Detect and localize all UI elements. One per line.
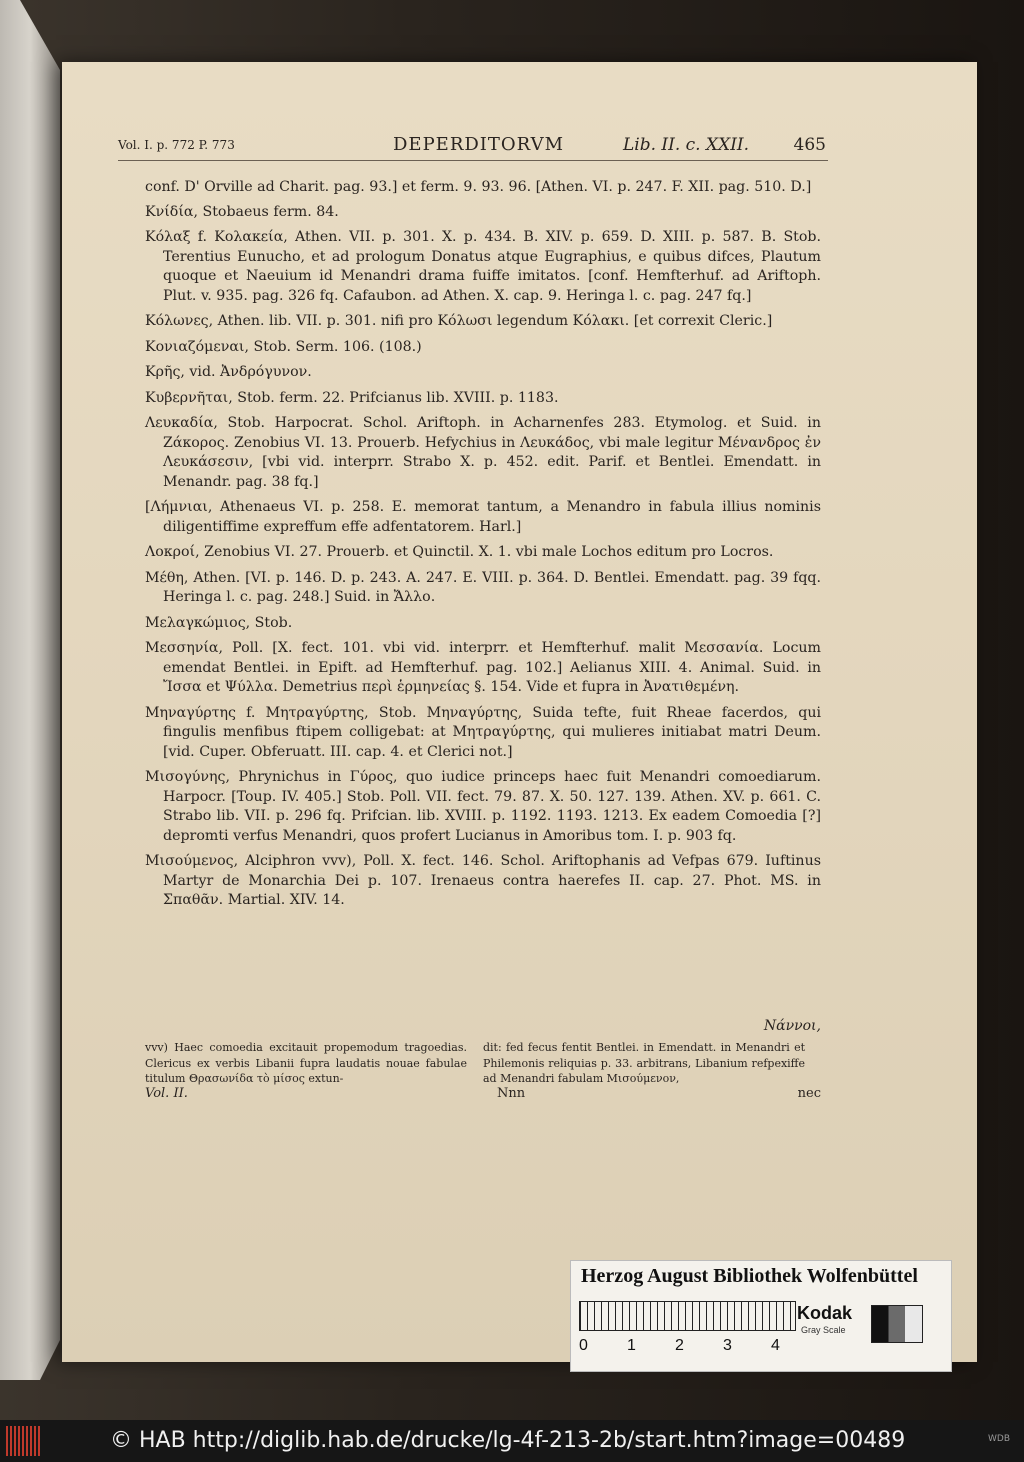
scale-ruler xyxy=(579,1301,796,1331)
entry: Κόλωνες, Athen. lib. VII. p. 301. nifi pro Κόλωσι legendum Κόλακι. [et correxit Cleric.] xyxy=(145,313,773,329)
entry: Κρῆς, vid. Ἀνδρόγυνον. xyxy=(145,364,312,380)
footer-bar xyxy=(0,1420,1024,1462)
entry: Μελαγκώμιος, Stob. xyxy=(145,614,293,631)
entry: Μεσσηνία, Poll. [X. fect. 101. vbi vid. interprr. et Hemfterhuf. malit Μεσσανία. Locum emendat Bentlei. in Epift. ad Hemfterhuf. pag. 102.] Aelianus XIII. 4. Animal. Suid. in Ἴσσα et Ψύλλα. Demetrius περὶ ἑρμηνείας §. 154. Vide et fupra in Ἀνατιθεμένη. xyxy=(145,640,821,695)
adjacent-page-edge xyxy=(0,0,60,1380)
entry: Κονιαζόμεναι, Stob. Serm. 106. (108.) xyxy=(145,338,422,355)
ruler-tick-label: 2 xyxy=(675,1337,684,1354)
ruler-tick-label: 0 xyxy=(579,1337,588,1354)
gray-scale-swatch xyxy=(871,1305,923,1343)
library-label-card xyxy=(570,1260,952,1372)
entry: Μισογύνης, Phrynichus in Γύρος, quo iudice princeps haec fuit Menandri comoediarum. Harpocr. [Toup. IV. 405.] Stob. Poll. VII. fect. 79. 87. X. 50. 127. 139. Athen. XV. p. 661. C. Strabo lib. VII. p. 296 fq. Prifcian. lib. XVIII. p. 1192. 1193. 1213. Ex eadem Comoedia [?] depromti verfus Menandri, quos profert Lucianus in Amoribus tom. I. p. 903 fq. xyxy=(145,769,821,844)
entry: Μισούμενος, Alciphron vvv), Poll. X. fect. 146. Schol. Ariftophanis ad Vefpas 679. Iuftinus Martyr de Monarchia Dei p. 107. Irenaeus contra haerefes II. cap. 27. Phot. MS. in Σπαθᾶν. Martial. XIV. 14. xyxy=(145,853,821,908)
book-chapter: Lib. II. c. XXII. xyxy=(623,135,750,155)
entry: Λοκροί, Zenobius VI. 27. Prouerb. et Quinctil. X. 1. vbi male Lochos editum pro Locros. xyxy=(145,544,774,560)
volume-reference: Vol. I. p. 772 P. 773 xyxy=(118,138,235,152)
catchword: nec xyxy=(797,1086,821,1101)
header-rule xyxy=(118,160,828,161)
entry: [Λήμνιαι, Athenaeus VI. p. 258. E. memorat tantum, a Menandro in fabula illius nominis diligentiffime expreffum effe adfentatorem. Harl.] xyxy=(145,499,821,535)
footnote-right-column: dit: fed fecus fentit Bentlei. in Emendatt. in Menandri et Philemonis reliquias p. 33. arbitrans, Libanium refpexiffe ad Menandri fabulam Μισούμενον, xyxy=(483,1041,805,1085)
ruler-tick-label: 1 xyxy=(627,1337,636,1354)
footer-mini-mark: WDB xyxy=(987,1434,1010,1444)
volume-mark: Vol. II. xyxy=(145,1086,188,1101)
next-word: Νάννοι, xyxy=(763,1018,821,1034)
entry: Μηναγύρτης f. Μητραγύρτης, Stob. Μηναγύρτης, Suida tefte, fuit Rheae facerdos, qui fingulis menfibus ftipem colligebat: at Μητραγύρτης, qui mulieres initiabat matri Deum. [vid. Cuper. Obferuatt. III. cap. 4. et Clerici not.] xyxy=(145,704,821,760)
entry: Μέθη, Athen. [VI. p. 146. D. p. 243. A. 247. E. VIII. p. 364. D. Bentlei. Emendatt. pag. 39 fqq. Heringa l. c. pag. 248.] Suid. in Ἄλλο. xyxy=(145,569,821,605)
barcode-icon xyxy=(6,1426,40,1456)
copyright-url[interactable]: © HAB http://diglib.hab.de/drucke/lg-4f-213-2b/start.htm?image=00489 xyxy=(110,1428,906,1453)
entry: Κυβερνῆται, Stob. ferm. 22. Prifcianus lib. XVIII. p. 1183. xyxy=(145,389,559,406)
running-header xyxy=(118,134,828,160)
library-name: Herzog August Bibliothek Wolfenbüttel xyxy=(581,1265,918,1287)
entry: Λευκαδία, Stob. Harpocrat. Schol. Ariftoph. in Acharnenfes 283. Etymolog. et Suid. in Ζάκορος. Zenobius VI. 13. Prouerb. Hefychius in Λευκάδος, vbi male legitur Μένανδρος ἐν Λευκάσεσιν, [vbi vid. interprr. Strabo X. p. 452. edit. Parif. et Bentlei. Emendatt. in Menandr. pag. 38 fq.] xyxy=(145,415,821,490)
signature-line xyxy=(145,1086,821,1106)
gray-scale-label: Gray Scale xyxy=(801,1325,846,1335)
signature-mark: Nnn xyxy=(497,1086,526,1101)
ruler-tick-label: 3 xyxy=(723,1337,732,1354)
ruler-tick-label: 4 xyxy=(771,1337,780,1354)
footnote-left-column: vvv) Haec comoedia excitauit propemodum tragoedias. Clericus ex verbis Libanii fupra laudatis nouae fabulae titulum Θρασωνίδα τὸ μίσος extun- xyxy=(145,1041,467,1085)
kodak-logo: Kodak xyxy=(797,1303,853,1323)
entry: conf. D' Orville ad Charit. pag. 93.] et ferm. 9. 93. 96. [Athen. VI. p. 247. F. XII. pag. 510. D.] xyxy=(145,179,812,195)
entry: Κόλαξ f. Κολακεία, Athen. VII. p. 301. X. p. 434. B. XIV. p. 659. D. XIII. p. 587. B. Stob. Terentius Eunucho, et ad prologum Donatus atque Eugraphius, e quibus difces, Plautum quoque et Naeuium id Menandri drama fuiffe imitatos. [conf. Hemfterhuf. ad Ariftoph. Plut. v. 935. pag. 326 fq. Cafaubon. ad Athen. X. cap. 9. Heringa l. c. pag. 247 fq.] xyxy=(145,229,821,304)
entry: Κνίδία, Stobaeus ferm. 84. xyxy=(145,203,339,220)
entry-list xyxy=(145,178,821,917)
running-title: DEPERDITORVM xyxy=(393,134,565,155)
page-number: 465 xyxy=(793,135,826,155)
